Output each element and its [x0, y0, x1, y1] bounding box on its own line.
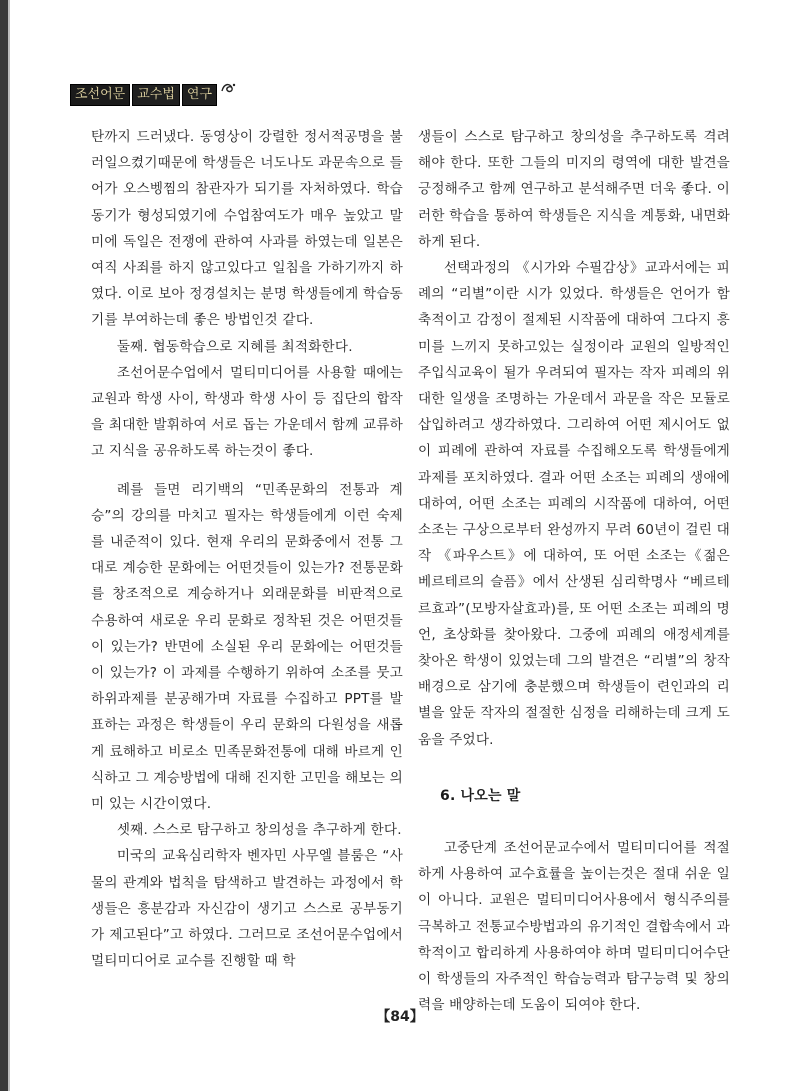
subheading-3: 셋째. 스스로 탐구하고 창의성을 추구하게 한다. [116, 822, 402, 839]
header-segment-2: 교수법 [132, 84, 180, 106]
header-segment-3: 연구 [182, 84, 217, 106]
flourish-ornament-icon [220, 81, 236, 95]
subheading-2: 둘째. 협동학습으로 지혜를 최적화한다. [116, 338, 353, 355]
paragraph: 조선어문수업에서 멀티미디어를 사용할 때에는 교원과 학생 사이, 학생과 학생 사이 등 집단의 합작을 최대한 발휘하여 서로 돕는 가운데서 함께 교류하고 지식을 공유하도록 하는것이 좋다. [91, 364, 403, 460]
section-title: 6. 나오는 말 [440, 787, 521, 804]
page-number: 【84】 [376, 1009, 424, 1025]
right-text-column [418, 124, 730, 1019]
paragraph: 탄까지 드러냈다. 동영상이 강렬한 정서적공명을 불러일으켰기때문에 학생들은 너도나도 과문속으로 들어가 오스벵찜의 참관자가 되기를 자처하였다. 학습동기가 형성되였기에 수업참여도가 매우 높았고 말미에 독일은 전쟁에 관하여 사과를 하였는데 일본은 여직 사죄를 하지 않고있다고 일침을 가하기까지 하였다. 이로 보아 정경설치는 분명 학생들에게 학습동기를 부여하는데 좋은 방법인것 같다. [91, 129, 403, 329]
closing-paragraph: 고중단계 조선어문교수에서 멀티미디어를 적절하게 사용하여 교수효률을 높이는것은 절대 쉬운 일이 아니다. 교원은 멀티미디어사용에서 형식주의를 극복하고 전통교수방법과의 유기적인 결합속에서 과학적이고 합리하게 사용하여야 하며 멀티미디어수단이 학생들의 자주적인 학습능력과 탐구능력 및 창의력을 배양하는데 도움이 되여야 한다. [418, 840, 730, 1014]
paragraph: 미국의 교육심리학자 벤자민 사무엘 블룸은 “사물의 관계와 법칙을 탐색하고 발견하는 과정에서 학생들은 흥분감과 자신감이 생기고 스스로 공부동기가 제고된다”고 하였다. 그러므로 조선어문수업에서 멀티미디어로 교수를 진행할 때 학 [91, 848, 403, 970]
paragraph: 생들이 스스로 탐구하고 창의성을 추구하도록 격려해야 한다. 또한 그들의 미지의 령역에 대한 발견을 긍정해주고 함께 연구하고 분석해주면 더욱 좋다. 이러한 학습을 통하여 학생들은 지식을 계통화, 내면화하게 된다. [418, 129, 730, 250]
header-segment-1: 조선어문 [70, 84, 130, 106]
paragraph: 선택과정의 《시가와 수필감상》교과서에는 피례의 “리별”이란 시가 있었다. 학생들은 언어가 함축적이고 감정이 절제된 시작품에 대하여 그다지 흥미를 느끼지 못하고있는 실정이라 교원의 일방적인 주입식교육이 될가 우려되여 필자는 작자 피례의 위대한 일생을 조명하는 가운데서 과문을 작은 모듈로 삽입하려고 생각하였다. 그리하여 어떤 제시어도 없이 피례에 관하여 자료를 수집해오도록 학생들에게 과제를 포치하였다. 결과 어떤 소조는 피례의 생애에 대하여, 어떤 소조는 피례의 시작품에 대하여, 어떤 소조는 구상으로부터 완성까지 무려 60년이 걸린 대작 《파우스트》에 대하여, 또 어떤 소조는《젊은 베르테르의 슬픔》에서 산생된 심리학명사 “베르테르효과”(모방자살효과)를, 또 어떤 소조는 피례의 명언, 초상화를 찾아왔다. 그중에 피례의 애정세계를 찾아온 학생이 있었는데 그의 발견은 “리별”의 창작배경으로 삼기에 충분했으며 학생들이 련인과의 리별을 앞둔 작자의 절절한 심정을 리해하는데 크게 도움을 주었다. [418, 260, 731, 748]
left-text-column [91, 124, 403, 975]
paragraph: 례를 들면 리기백의 “민족문화의 전통과 계승”의 강의를 마치고 필자는 학생들에게 이런 숙제를 내준적이 있다. 현재 우리의 문화중에서 전통 그대로 계승한 문화에는 어떤것들이 있는가? 전통문화를 창조적으로 계승하거나 외래문화를 비판적으로 수용하여 새로운 우리 문화로 정착된 것은 어떤것들이 있는가? 반면에 소실된 우리 문화에는 어떤것들이 있는가? 이 과제를 수행하기 위하여 소조를 뭇고 하위과제를 분공해가며 자료를 수집하고 PPT를 발표하는 과정은 학생들이 우리 문화의 다원성을 새롭게 료해하고 비로소 민족문화전통에 대해 바르게 인식하고 그 계승방법에 대해 진지한 고민을 해보는 의미 있는 시간이였다. [91, 481, 403, 813]
page-edge-line [8, 0, 10, 1091]
running-header [70, 82, 236, 108]
page-edge-shadow [0, 0, 8, 1091]
